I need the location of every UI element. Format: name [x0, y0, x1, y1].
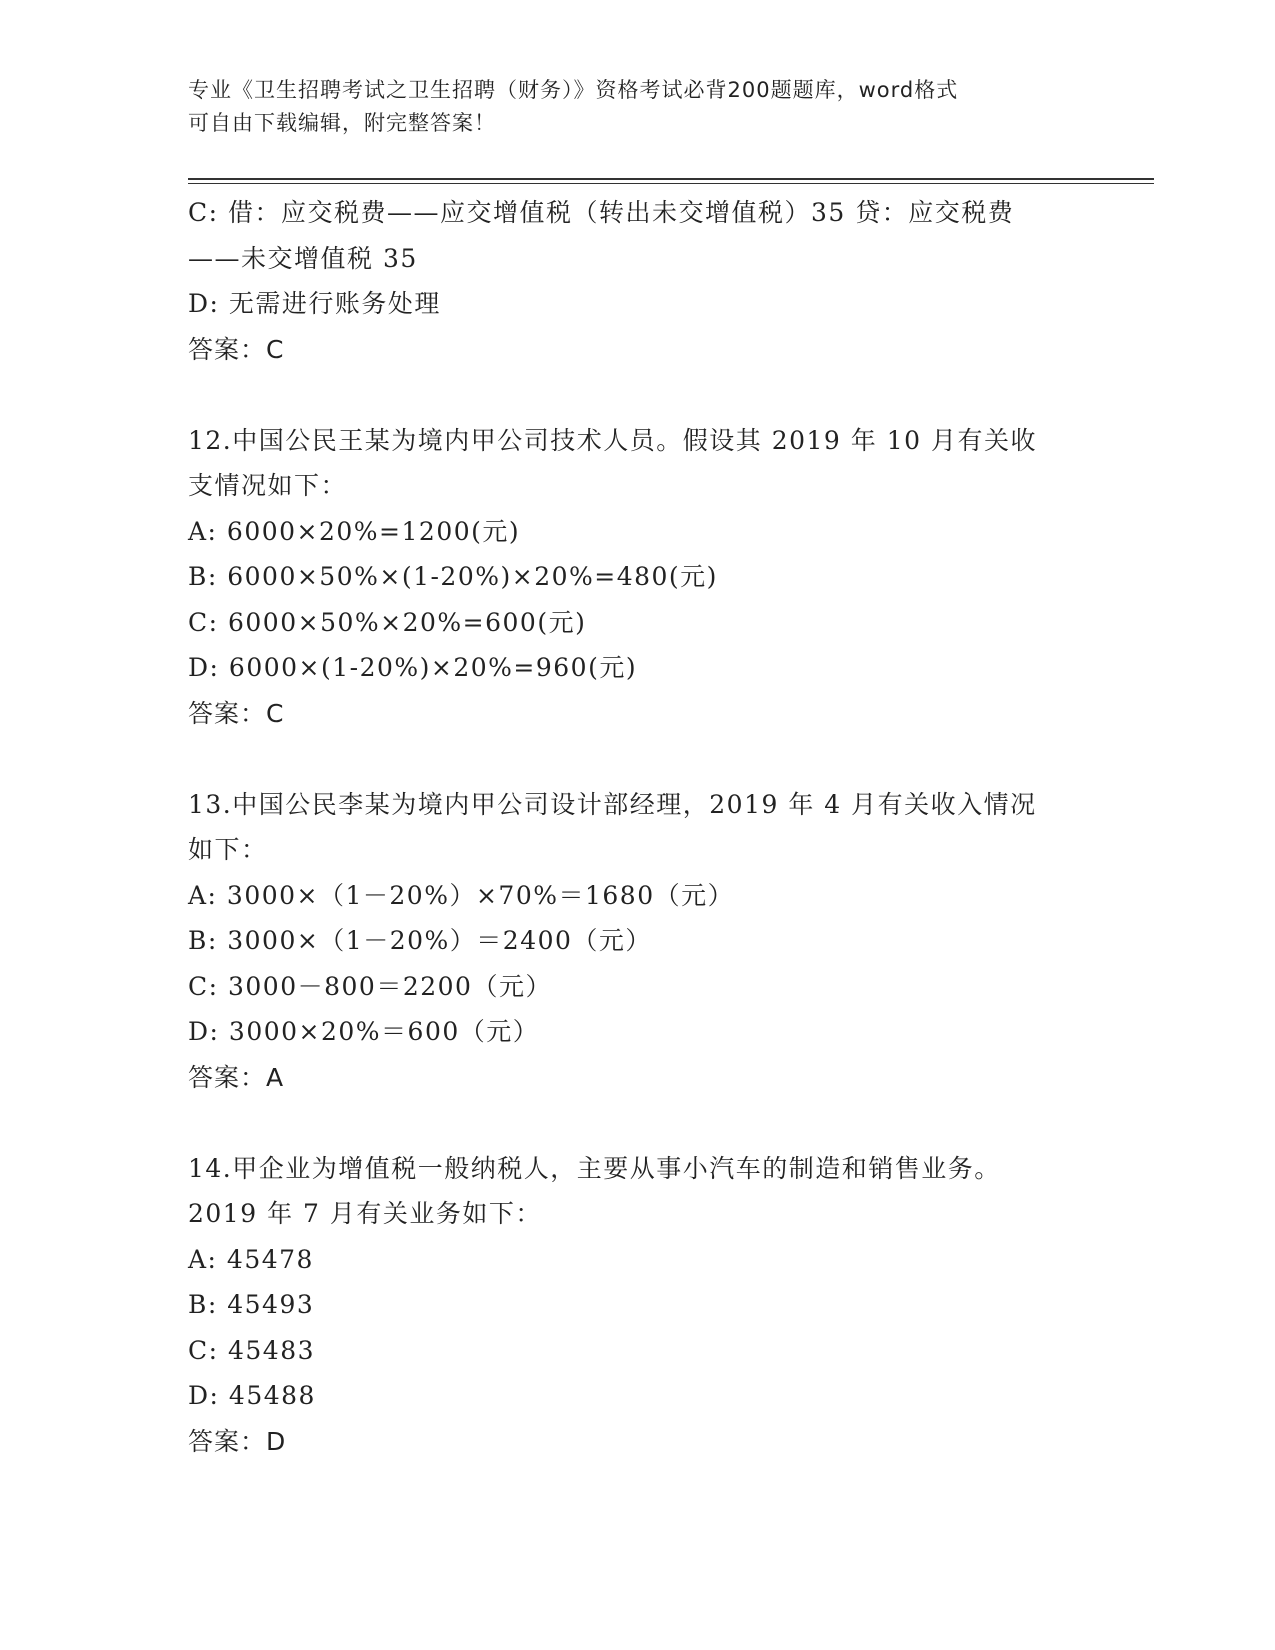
question-spacer — [188, 1100, 1108, 1146]
question-12 — [188, 418, 1108, 737]
document-header — [188, 74, 1068, 140]
question-stem-line-2: 支情况如下： — [188, 471, 348, 500]
header-title-line-1: 专业《卫生招聘考试之卫生招聘（财务）》资格考试必背200题题库，word格式 — [188, 78, 959, 102]
question-11-tail — [188, 190, 1108, 372]
question-stem-line-2: 如下： — [188, 835, 268, 864]
header-divider-thin — [188, 183, 1154, 184]
header-divider-thick — [188, 178, 1154, 180]
option-a: A: 6000×20%=1200(元) — [188, 516, 521, 546]
question-stem-line-1: 13.中国公民李某为境内甲公司设计部经理，2019 年 4 月有关收入情况 — [188, 789, 1037, 819]
option-d: D: 3000×20%＝600（元） — [188, 1017, 540, 1046]
question-stem-line-2: 2019 年 7 月有关业务如下： — [188, 1199, 542, 1228]
option-c-line-1: C: 借：应交税费——应交增值税（转出未交增值税）35 贷：应交税费 — [188, 198, 1015, 227]
question-stem-line-1: 14.甲企业为增值税一般纳税人，主要从事小汽车的制造和销售业务。 — [188, 1153, 1001, 1183]
option-b: B: 45493 — [188, 1290, 315, 1319]
option-a: A: 45478 — [188, 1244, 314, 1274]
question-spacer — [188, 736, 1108, 782]
option-a: A: 3000×（1－20%）×70%＝1680（元） — [188, 880, 735, 910]
option-b: B: 6000×50%×(1-20%)×20%=480(元) — [188, 562, 718, 591]
answer-line: 答案：A — [188, 1062, 285, 1092]
answer-line: 答案：C — [188, 698, 285, 728]
question-content — [188, 190, 1108, 1464]
option-c-line-2: ——未交增值税 35 — [188, 243, 418, 273]
option-c: C: 3000－800＝2200（元） — [188, 971, 552, 1001]
question-stem-line-1: 12.中国公民王某为境内甲公司技术人员。假设其 2019 年 10 月有关收 — [188, 425, 1037, 455]
option-b: B: 3000×（1－20%）＝2400（元） — [188, 926, 652, 955]
question-13 — [188, 782, 1108, 1101]
question-spacer — [188, 372, 1108, 418]
answer-line: 答案：D — [188, 1426, 287, 1456]
option-d: D: 无需进行账务处理 — [188, 289, 441, 318]
answer-line: 答案：C — [188, 334, 285, 364]
option-c: C: 45483 — [188, 1335, 316, 1365]
question-14 — [188, 1146, 1108, 1465]
option-c: C: 6000×50%×20%=600(元) — [188, 607, 587, 637]
option-d: D: 6000×(1-20%)×20%=960(元) — [188, 653, 638, 682]
header-title-line-2: 可自由下载编辑，附完整答案！ — [188, 111, 496, 135]
option-d: D: 45488 — [188, 1381, 316, 1410]
